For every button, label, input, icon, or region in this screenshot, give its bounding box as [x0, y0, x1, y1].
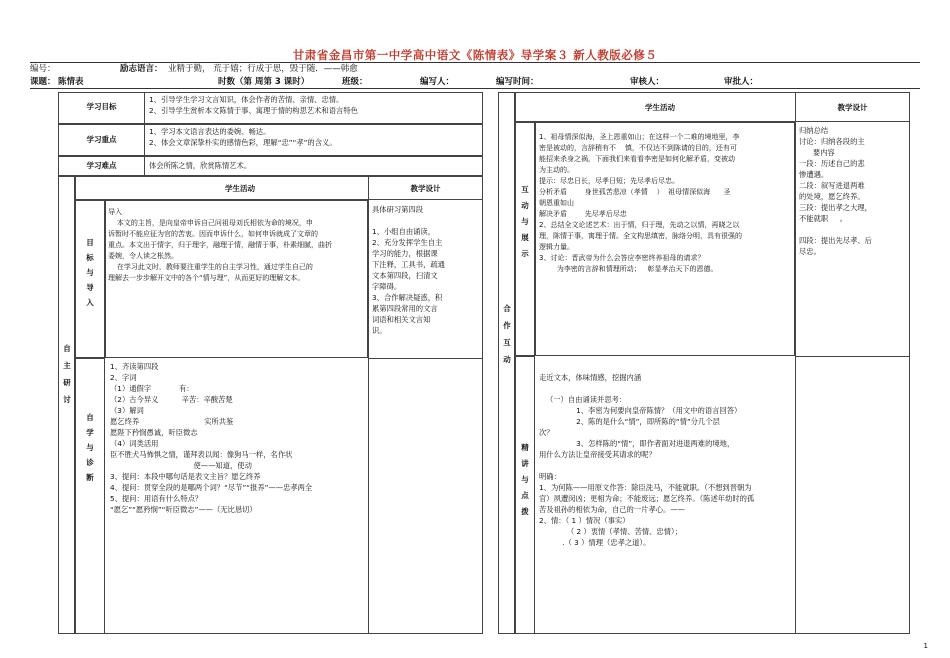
goal-label: 学习目标 [86, 102, 117, 111]
writer-label: 编写人： [420, 77, 455, 87]
diag-label-cell [75, 358, 105, 634]
title-rule [30, 62, 920, 63]
diag-label: 自 学 与 诊 断 [86, 413, 94, 482]
class-label: 班级： [342, 77, 368, 87]
intro-label: 目 标 与 导 入 [86, 238, 94, 307]
page-number: 1 [923, 642, 928, 650]
intro-text: 导入 本文的主旨，是向皇帝申诉自己问祖母刘氏相依为命的境况，申 诉暂时不能应征为官的苦衷。因而申诉什么，如何申诉就成了文章的 重点。本文出于情字，归于理字，融理于情，融情于事，朴素细腻，曲折 委婉，令人读之枨然。 在学习此文时，教师要注重学生的自主学习性，通过学生自己的 理解去一步步解开文中的各个“情与理”，从而更好的理解文本。 [108, 208, 332, 282]
key-label: 学习重点 [86, 135, 117, 144]
topic-label: 课题： [30, 77, 56, 87]
diag-text: 1、齐读第四段 2、字词 （1）通假字 有： （2）古今异义 辛苦：辛酸苦楚 （3）解词 愿乞终养 实所共鉴 愿陛下矜悯愚诚，听臣微志 （4）词类活用 臣不胜犬马怖惧之情，谨拜表以闻：像狗马一样，名作状 使——知道，使动 3、提问：本段中哪句话是表文主旨？愿乞终养 4、提问：贯穿全段的是哪两个词？“尽节”“报养”——忠孝两全 5、提问：用语有什么特点？ “愿乞”“愿矜悯”“听臣微志”——（无比恳切） [110, 362, 313, 514]
left-col-student: 学生活动 [225, 184, 255, 193]
explain-design-cell [795, 356, 910, 634]
intro-design: 具体研习第四段 1、小组自由诵读， 2、充分发挥学生自主 学习的能力，根据课 下注释，工具书，疏通 文本第四段，扫清文 字障碍。 3、合作解决疑惑，积 累第四段常用的文言 词语和相关文言知 识。 [372, 205, 445, 335]
key-text: 1、学习本文语言表达的委婉、畅达。 2、体会文章深挚朴实的感情色彩，理解“忠”“孝”的含义。 [149, 127, 337, 147]
right-col-design: 教学设计 [837, 103, 868, 112]
diff-text: 体会所陈之情，欣赏陈情艺术。 [149, 161, 252, 170]
explain-label: 精 讲 与 点 拨 [521, 443, 529, 516]
interact-text: 1、祖母情深似海，圣上恩重如山；在这样一个二难的境地里，李 密是被动的，言辞稍有不 慎，不仅达不到陈请的目的，还有可 能招来杀身之祸，下面我们来看看李密是如何化解矛盾，变被动 为主动的。 提示：尽忠日长，尽孝日短；先尽孝后尽忠。 分析矛盾 身世孤苦悲凉（孝情 ） 祖母情深似海 圣 朝恩重如山 解决矛盾 先尽孝后尽忠 2、总结全文论述艺术：出于情，归于理，先动之以情，再晓之以 理，陈情于事，寓理于情。全文构思缜密，脉络分明，具有很强的 逻辑力量。 3、讨论：晋武帝为什么会答应李密终养祖母的请求？ 为李密的言辞和情理所动； 彰显孝治天下的恩德。 [539, 133, 742, 273]
left-col-design: 教学设计 [410, 184, 441, 193]
approver-label: 审批人： [724, 77, 759, 87]
write-time-label: 编写时间： [496, 77, 539, 87]
header-rule [30, 88, 920, 89]
diag-design-cell [368, 358, 483, 634]
diff-label: 学习难点 [86, 161, 117, 170]
interact-design: 归纳总结 讨论：归纳各段的主 要内容 一段：历述自己的悲 惨遭遇。 二段：叙写进退两难 的处境，愿乞终养。 三段：提出孝之大理， 不能就职 。 四段：提出先尽孝、后 尽忠。 [799, 126, 872, 256]
topic-value: 陈情表 [58, 77, 84, 87]
code-label: 编号： [30, 64, 56, 74]
right-side-label: 合 作 互 动 [503, 304, 511, 364]
explain-text: 走近文本，体味情感，挖掘内涵 （一）自由诵读并思考： 1、李密为何要向皇帝陈情？（用文中的语言回答） 2、陈的是什么“情”，即所陈的“情”分几个层 次？ 3、怎样陈的“情”，即作者面对进退两难的境地， 用什么方法让皇帝接受其请求的呢？ 明确： 1、为何陈——用原文作答：除臣洗马，不能就职。（不想到晋朝为 官）夙遭闵凶；更相为命；不能废远；愿乞终养。（陈述年幼时的孤 苦及祖孙的相依为命，自己的一片孝心。—— 2、情：（ 1 ）情况（事实） （ 2 ）衷情（孝情、苦情、忠情）； .（ 3 ）情理（忠孝之道）。 [539, 373, 755, 547]
reviewer-label: 审核人： [630, 77, 665, 87]
motto-label: 励志语言： [120, 64, 163, 74]
interact-label: 互 动 与 展 示 [521, 185, 529, 258]
right-col-student: 学生活动 [645, 103, 675, 112]
goal-text: 1、引导学生学习文言知识，体会作者的苦情、亲情、忠情。 2、引导学生赏析本文陈情于事、寓理于情的构思艺术和语言特色 [149, 95, 358, 115]
left-side-label: 自 主 研 讨 [63, 344, 71, 404]
document-title: 甘肃省金昌市第一中学高中语文《陈情表》导学案３ 新人教版必修５ [292, 48, 658, 62]
motto-text: 业精于勤， 荒于嬉；行成于思，毁于随．——韩愈 [168, 64, 358, 74]
time-label: 时数（第 周第 3 课时） [218, 77, 310, 87]
